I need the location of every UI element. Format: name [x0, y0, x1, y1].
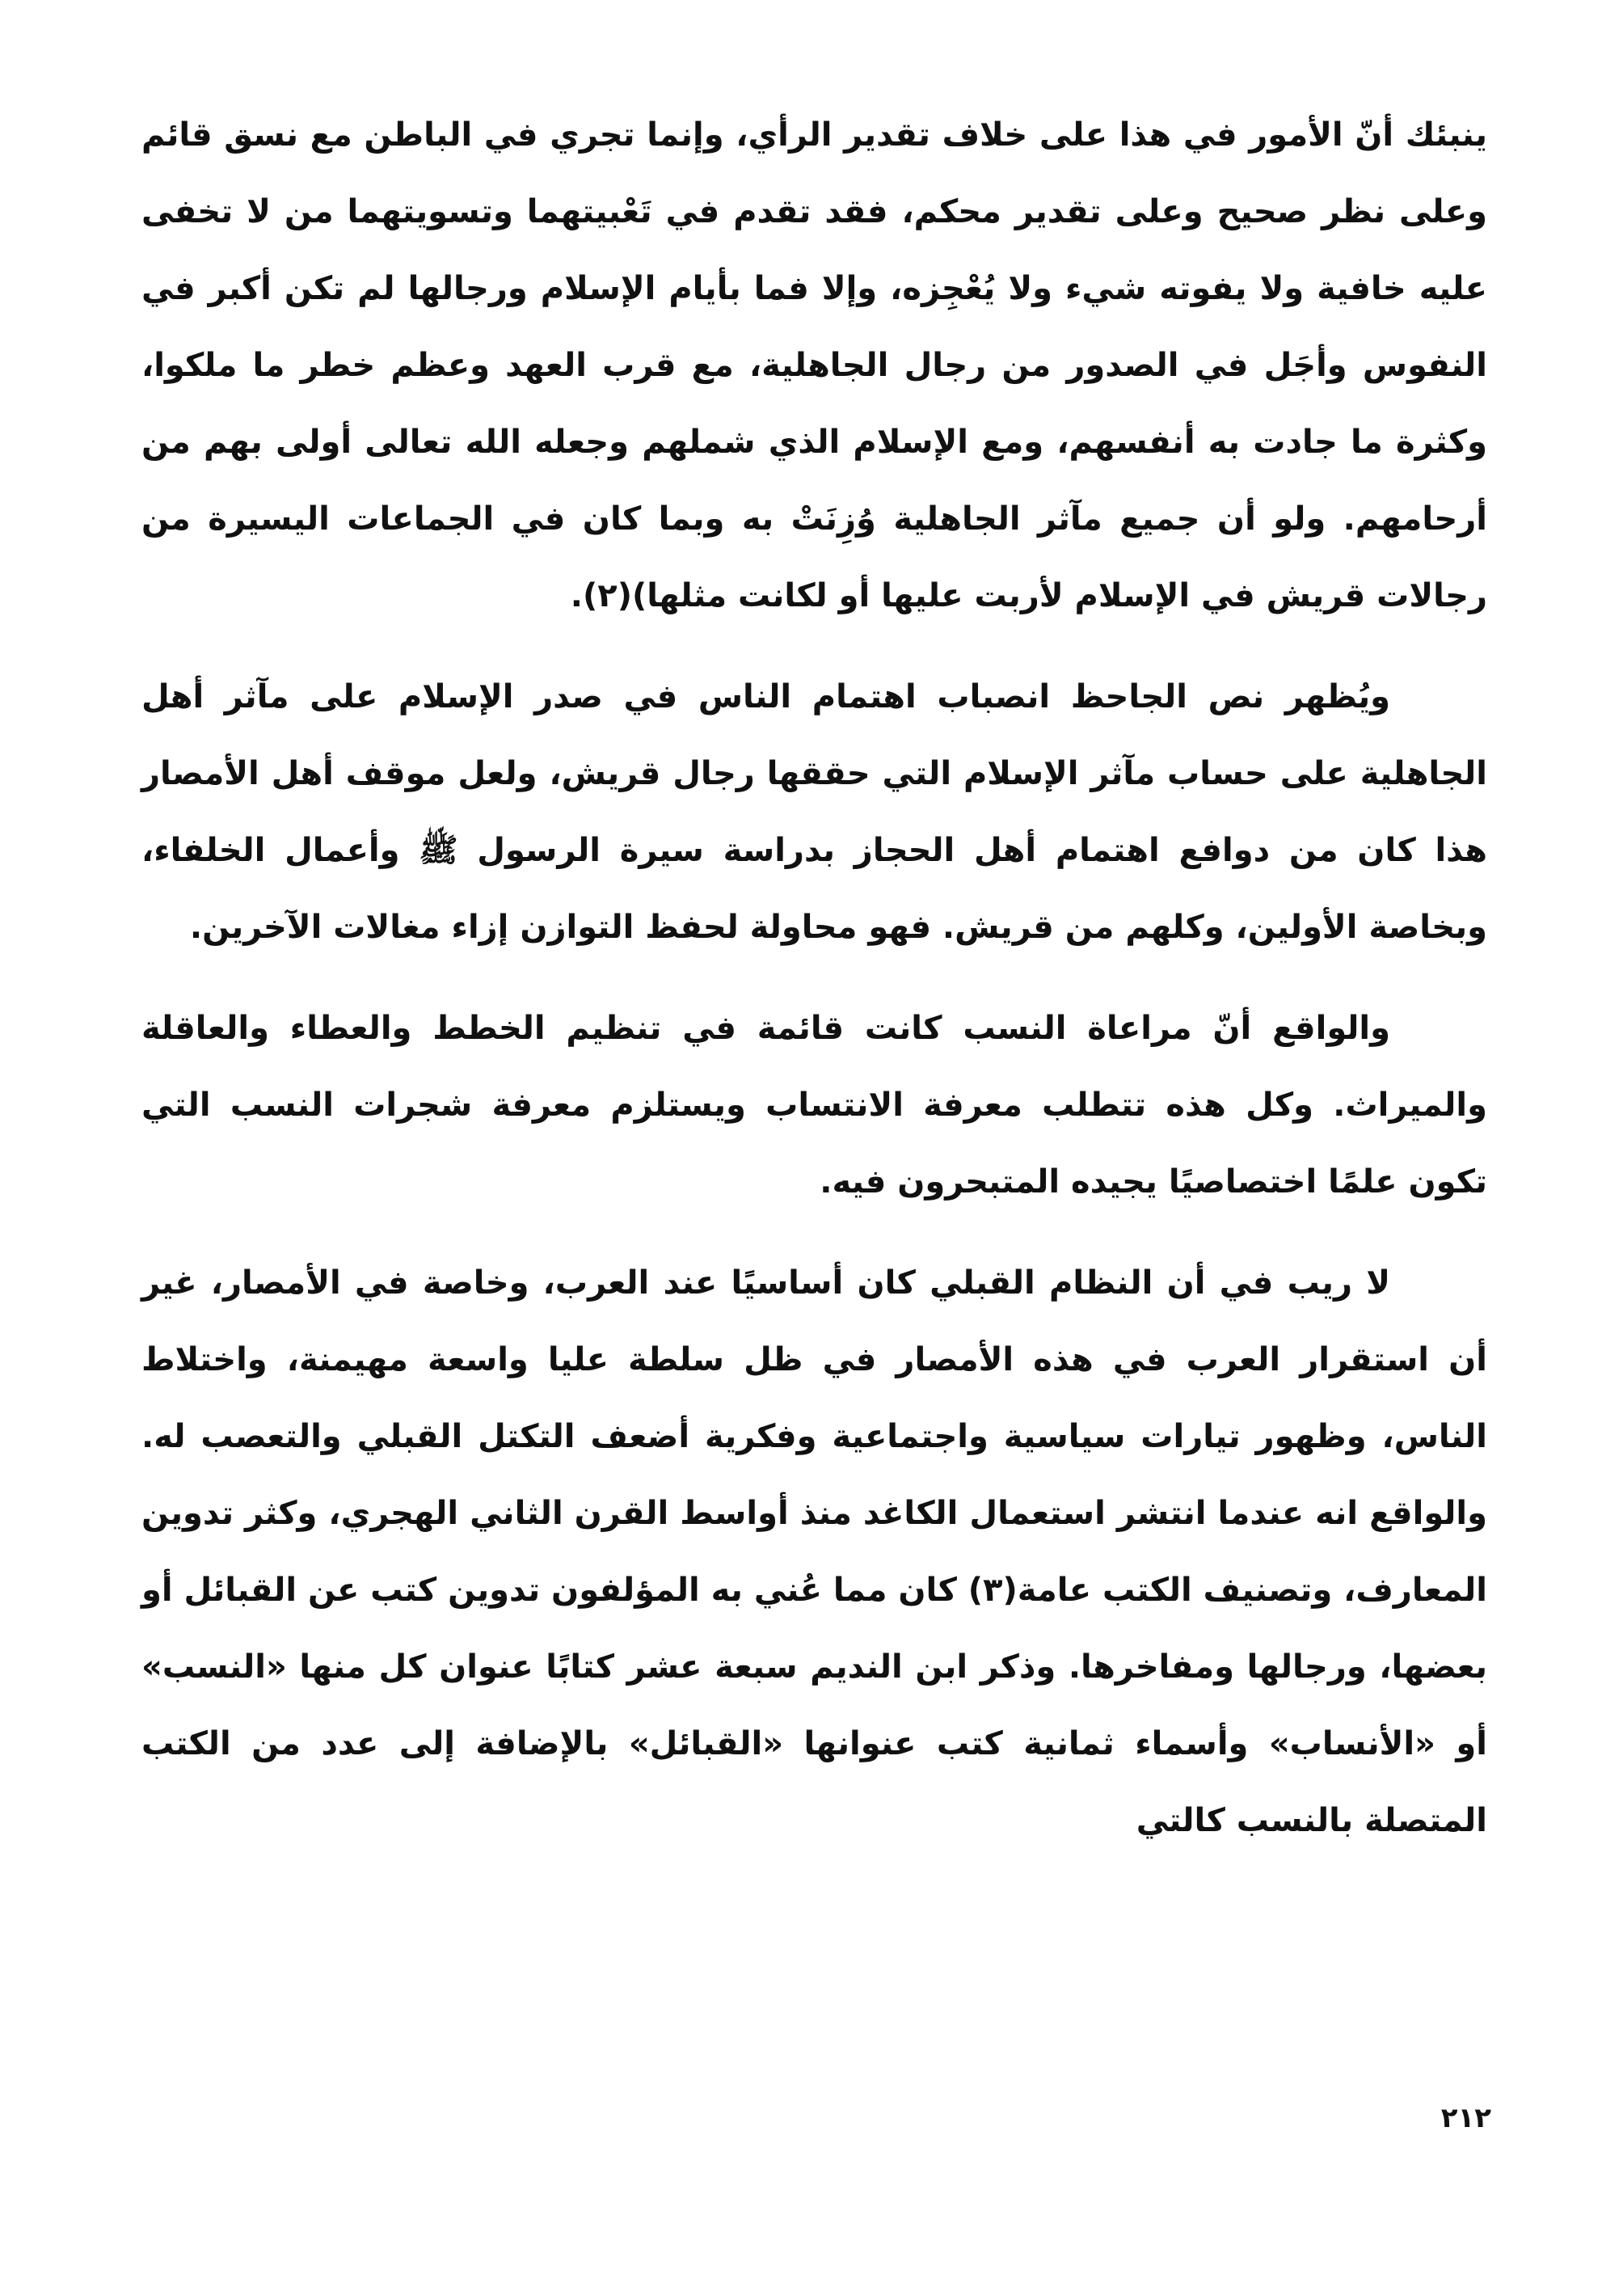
- paragraph-1: ينبئك أنّ الأمور في هذا على خلاف تقدير الرأي، وإنما تجري في الباطن مع نسق قائم وعلى نظر صحيح وعلى تقدير محكم، فقد تقدم في تَعْبيتهما وتسويتهما من لا تخفى عليه خافية ولا يفوته شيء ولا يُعْجِزه، وإلا فما بأيام الإسلام ورجالها لم تكن أكبر في النفوس وأجَل في الصدور من رجال الجاهلية، مع قرب العهد وعظم خطر ما ملكوا، وكثرة ما جادت به أنفسهم، ومع الإسلام الذي شملهم وجعله الله تعالى أولى بهم من أرحامهم. ولو أن جميع مآثر الجاهلية وُزِنَتْ به وبما كان في الجماعات اليسيرة من رجالات قريش في الإسلام لأربت عليها أو لكانت مثلها)(٢).: [141, 116, 1487, 614]
- paragraph-3: والواقع أنّ مراعاة النسب كانت قائمة في تنظيم الخطط والعطاء والعاقلة والميراث. وكل هذه تتطلب معرفة الانتساب ويستلزم معرفة شجرات النسب التي تكون علمًا اختصاصيًا يجيده المتبحرون فيه.: [141, 1010, 1487, 1201]
- paragraph-4: لا ريب في أن النظام القبلي كان أساسيًا عند العرب، وخاصة في الأمصار، غير أن استقرار العرب في هذه الأمصار في ظل سلطة عليا واسعة مهيمنة، واختلاط الناس، وظهور تيارات سياسية واجتماعية وفكرية أضعف التكتل القبلي والتعصب له. والواقع انه عندما انتشر استعمال الكاغد منذ أواسط القرن الثاني الهجري، وكثر تدوين المعارف، وتصنيف الكتب عامة(٣) كان مما عُني به المؤلفون تدوين كتب عن القبائل أو بعضها، ورجالها ومفاخرها. وذكر ابن النديم سبعة عشر كتابًا عنوان كل منها «النسب» أو «الأنساب» وأسماء ثمانية كتب عنوانها «القبائل» بالإضافة إلى عدد من الكتب المتصلة بالنسب كالتي: [141, 1264, 1487, 1839]
- paragraph-2: ويُظهر نص الجاحظ انصباب اهتمام الناس في صدر الإسلام على مآثر أهل الجاهلية على حساب مآثر الإسلام التي حققها رجال قريش، ولعل موقف أهل الأمصار هذا كان من دوافع اهتمام أهل الحجاز بدراسة سيرة الرسول ﷺ وأعمال الخلفاء، وبخاصة الأولين، وكلهم من قريش. فهو محاولة لحفظ التوازن إزاء مغالات الآخرين.: [141, 678, 1487, 946]
- body-text: [141, 97, 1487, 1884]
- page-number: ٢١٢: [1440, 2102, 1491, 2134]
